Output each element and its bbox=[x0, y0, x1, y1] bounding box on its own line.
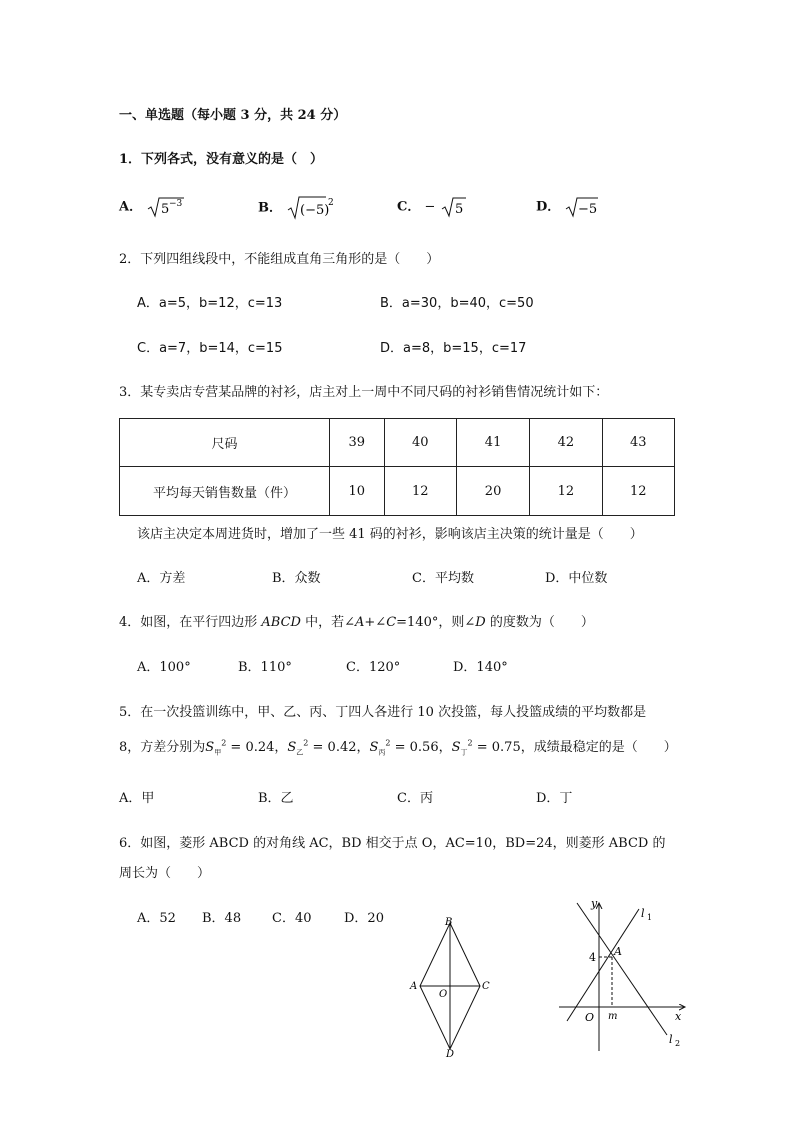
q1-a-exponent: −3 bbox=[169, 199, 183, 209]
sqrt-symbol bbox=[564, 195, 600, 219]
table-cell: 20 bbox=[456, 467, 529, 516]
sqrt-symbol bbox=[440, 195, 468, 219]
q1-c-label: C． bbox=[397, 199, 421, 215]
q6-option-b[interactable]: B．48 bbox=[202, 911, 242, 926]
size-sales-table bbox=[119, 418, 675, 516]
variance-sub: 丁 bbox=[460, 748, 468, 757]
q1-c-radicand: 5 bbox=[454, 202, 463, 217]
q3-option-c[interactable]: C．平均数 bbox=[412, 571, 474, 586]
variance-symbol: S bbox=[205, 740, 215, 755]
variance-symbol: S bbox=[287, 740, 297, 755]
variance-sub: 丙 bbox=[378, 748, 386, 757]
q2-stem: 2．下列四组线段中，不能组成直角三角形的是（ ） bbox=[119, 252, 440, 267]
variance-sup: 2 bbox=[221, 738, 227, 748]
table-cell: 平均每天销售数量（件） bbox=[120, 467, 330, 516]
variance-value: = 0.56， bbox=[390, 740, 452, 755]
line-graph-figure bbox=[555, 895, 695, 1055]
point-label-a: A bbox=[614, 945, 622, 958]
q5-option-a[interactable]: A．甲 bbox=[119, 791, 155, 806]
line-label-l2: l bbox=[669, 1033, 673, 1046]
point-label-o: O bbox=[439, 989, 448, 1000]
q2-option-a[interactable]: A．a=5，b=12，c=13 bbox=[137, 296, 283, 311]
origin-label-o: O bbox=[585, 1011, 595, 1024]
q4-angle-d: D bbox=[475, 615, 486, 630]
q3-option-b[interactable]: B．众数 bbox=[272, 571, 321, 586]
q5-line2-end: 成绩最稳定的是（ ） bbox=[533, 740, 677, 755]
rhombus-figure bbox=[405, 915, 495, 1060]
variance-value: = 0.42， bbox=[308, 740, 370, 755]
q6-line2: 周长为（ ） bbox=[119, 866, 211, 881]
q4-option-d[interactable]: D．140° bbox=[453, 660, 508, 675]
sqrt-symbol bbox=[286, 195, 336, 221]
q6-option-a[interactable]: A．52 bbox=[137, 911, 176, 926]
variance-value: = 0.75， bbox=[472, 740, 534, 755]
q1-c-minus: − bbox=[424, 199, 436, 215]
q5-line1: 5．在一次投篮训练中，甲、乙、丙、丁四人各进行 10 次投篮，每人投篮成绩的平均数都是 bbox=[119, 705, 647, 720]
table-cell: 42 bbox=[530, 419, 602, 467]
table-cell: 12 bbox=[530, 467, 602, 516]
q3-stem: 3．某专卖店专营某品牌的衬衫，店主对上一周中不同尺码的衬衫销售情况统计如下： bbox=[119, 385, 609, 400]
vertex-label-b: B bbox=[445, 917, 453, 928]
q1-d-label: D． bbox=[536, 199, 561, 215]
variance-sup: 2 bbox=[303, 738, 309, 748]
q5-option-b[interactable]: B．乙 bbox=[258, 791, 294, 806]
q2-option-d[interactable]: D．a=8，b=15，c=17 bbox=[380, 341, 527, 356]
q4-option-c[interactable]: C．120° bbox=[346, 660, 401, 675]
q4-stem-mid: 中，若∠ bbox=[300, 615, 355, 630]
q1-option-c[interactable] bbox=[397, 195, 468, 219]
variance-sup: 2 bbox=[385, 738, 391, 748]
q5-line2 bbox=[119, 736, 677, 758]
q1-b-inner: (−5) bbox=[300, 203, 330, 218]
q5-line2-pre: 8，方差分别为 bbox=[119, 740, 206, 755]
q1-option-d[interactable] bbox=[536, 195, 600, 219]
table-cell: 41 bbox=[456, 419, 529, 467]
q6-line1: 6．如图，菱形 ABCD 的对角线 AC，BD 相交于点 O，AC=10，BD=24，则菱形 ABCD 的 bbox=[119, 836, 666, 851]
q4-stem bbox=[119, 611, 594, 630]
q3-option-a[interactable]: A．方差 bbox=[137, 571, 186, 586]
line-label-l2-sub: 2 bbox=[675, 1039, 681, 1048]
table-cell: 12 bbox=[602, 467, 674, 516]
tick-label-4: 4 bbox=[589, 951, 596, 964]
table-cell: 12 bbox=[384, 467, 456, 516]
q1-d-radicand: −5 bbox=[578, 202, 598, 217]
vertex-label-c: C bbox=[482, 981, 490, 992]
q4-plus: +∠ bbox=[364, 615, 387, 630]
line-l1 bbox=[567, 909, 639, 1021]
table-cell: 39 bbox=[330, 419, 385, 467]
q1-a-radicand: 5 bbox=[161, 202, 170, 217]
q4-stem-pre: 4．如图，在平行四边形 bbox=[119, 615, 262, 630]
sqrt-symbol bbox=[146, 195, 186, 219]
vertex-label-d: D bbox=[446, 1049, 455, 1060]
q1-b-exponent: 2 bbox=[328, 198, 334, 208]
q4-abcd: ABCD bbox=[261, 615, 301, 630]
q3-follow: 该店主决定本周进货时，增加了一些 41 码的衬衫，影响该店主决策的统计量是（ ） bbox=[137, 527, 643, 542]
q2-option-b[interactable]: B．a=30，b=40，c=50 bbox=[380, 296, 534, 311]
q1-stem: 1．下列各式，没有意义的是（ ） bbox=[119, 152, 324, 167]
variance-value: = 0.24， bbox=[226, 740, 288, 755]
q6-option-c[interactable]: C．40 bbox=[272, 911, 312, 926]
q4-option-b[interactable]: B．110° bbox=[238, 660, 292, 675]
q1-a-label: A． bbox=[119, 199, 143, 215]
q6-option-d[interactable]: D．20 bbox=[344, 911, 384, 926]
q1-option-b[interactable] bbox=[258, 195, 336, 219]
variance-symbol: S bbox=[451, 740, 461, 755]
line-label-l1-sub: 1 bbox=[647, 913, 653, 922]
q5-option-c[interactable]: C．丙 bbox=[397, 791, 433, 806]
q1-option-a[interactable] bbox=[119, 195, 186, 219]
tick-label-m: m bbox=[608, 1011, 618, 1022]
table-row bbox=[120, 467, 675, 516]
q3-option-d[interactable]: D．中位数 bbox=[545, 571, 608, 586]
table-cell: 40 bbox=[384, 419, 456, 467]
q5-option-d[interactable]: D．丁 bbox=[536, 791, 573, 806]
line-label-l1: l bbox=[641, 907, 645, 920]
section-title: 一、单选题（每小题 3 分，共 24 分） bbox=[119, 108, 347, 123]
variance-sub: 乙 bbox=[296, 748, 304, 757]
variance-sup: 2 bbox=[467, 738, 473, 748]
q1-b-label: B． bbox=[258, 200, 282, 216]
vertex-label-a: A bbox=[410, 981, 418, 992]
table-row bbox=[120, 419, 675, 467]
table-cell: 10 bbox=[330, 467, 385, 516]
table-cell: 43 bbox=[602, 419, 674, 467]
q4-angle-a: A bbox=[355, 615, 365, 630]
axis-label-x: x bbox=[675, 1010, 682, 1023]
variance-sub: 甲 bbox=[214, 748, 222, 757]
variance-symbol: S bbox=[369, 740, 379, 755]
q4-stem-end: 的度数为（ ） bbox=[485, 615, 594, 630]
q2-option-c[interactable]: C．a=7，b=14，c=15 bbox=[137, 341, 283, 356]
q4-eq: =140°，则∠ bbox=[396, 615, 476, 630]
table-cell: 尺码 bbox=[120, 419, 330, 467]
q4-angle-c: C bbox=[386, 615, 397, 630]
axis-label-y: y bbox=[591, 897, 598, 910]
q4-option-a[interactable]: A．100° bbox=[137, 660, 191, 675]
